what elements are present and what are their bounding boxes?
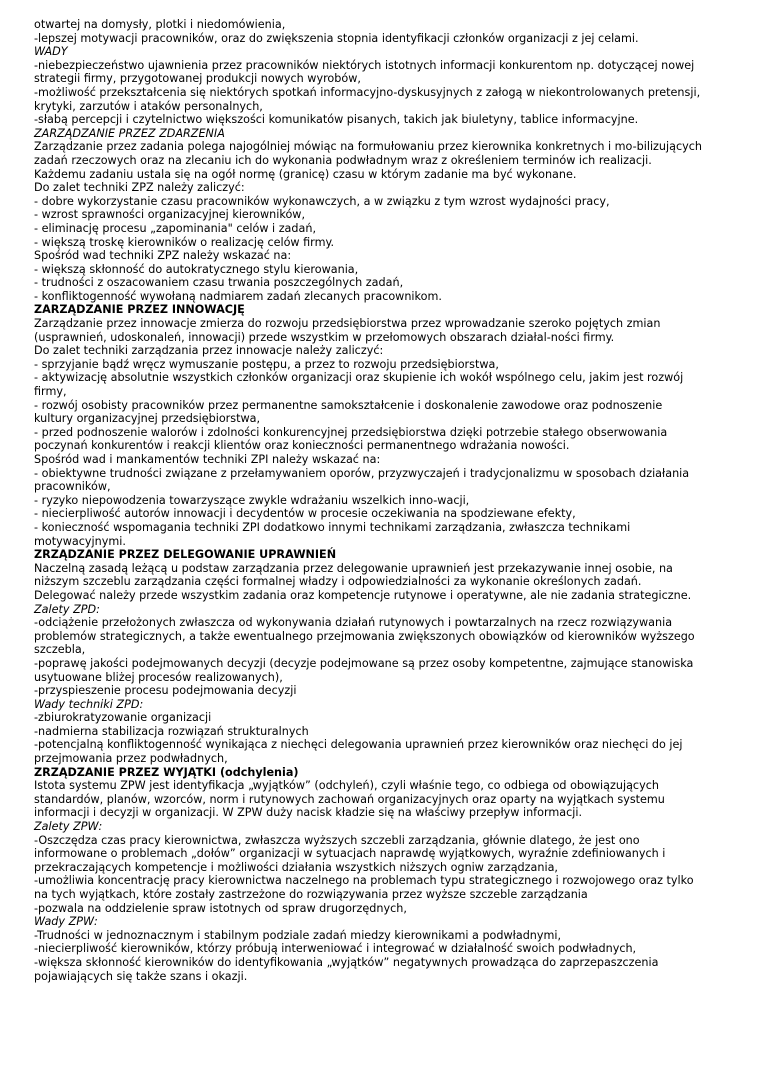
text-line: informowane o problemach „dołów” organizacji w sytuacjach naprawdę wyjątkowych, wyraźnie zdefiniowanych i (34, 847, 666, 861)
text-line: motywacyjnymi. (34, 534, 126, 548)
section-heading: ZRZĄDZANIE PRZEZ WYJĄTKI (odchylenia) (34, 765, 299, 779)
text-line: Istota systemu ZPW jest identyfikacja „wyjątków” (odchyleń), czyli właśnie tego, co odbiega od obowiązujących (34, 779, 659, 793)
text-line: szczebla, (34, 643, 86, 657)
text-line: przekraczających kompetencje i możliwości działania wszystkich niższych ogniw zarządzania, (34, 860, 558, 874)
subheading: Wady techniki ZPD: (34, 697, 144, 711)
text-line: - obiektywne trudności związane z przełamywaniem oporów, przyzwyczajeń i tradycjonalizmu w sposobach działania (34, 466, 690, 480)
text-line: poczynań konkurentów i reakcji klientów oraz konieczności permanentnego wdrażania nowości. (34, 439, 570, 453)
text-line: -niecierpliwość kierowników, którzy próbują interweniować i integrować w działalność swoich podwładnych, (34, 942, 637, 956)
text-line: otwartej na domysły, plotki i niedomówienia, (34, 18, 286, 31)
text-line: -Trudności w jednoznacznym i stabilnym podziale zadań miedzy kierownikami a podwładnymi, (34, 928, 562, 942)
text-line: - eliminację procesu „zapominania" celów i zadań, (34, 221, 317, 235)
text-line: standardów, planów, wzorców, norm i rutynowych zachowań organizacyjnych oraz oparty na wyjątkach systemu (34, 792, 665, 806)
text-line: pojawiających się także szans i okazji. (34, 969, 248, 983)
subheading: ZARZĄDZANIE PRZEZ ZDARZENIA (34, 126, 225, 140)
text-line: - wzrost sprawności organizacyjnej kierowników, (34, 208, 305, 222)
text-line: -przyspieszenie procesu podejmowania decyzji (34, 684, 297, 698)
text-line: problemów strategicznych, a także ewentualnego przejmowania zwiększonych obowiązków od kierowników wyższego (34, 629, 695, 643)
text-line: -możliwość przekształcenia się niektórych spotkań informacyjno-dyskusyjnych z załogą w niekontrolowanych pretensji, (34, 85, 701, 99)
text-line: -zbiurokratyzowanie organizacji (34, 711, 212, 725)
subheading: Wady ZPW: (34, 915, 98, 929)
text-line: - aktywizację absolutnie wszystkich członków organizacji oraz skupienie ich wokół wspólnego celu, jakim jest rozwój (34, 371, 684, 385)
text-line: - przed podnoszenie walorów i zdolności konkurencyjnej przedsiębiorstwa dzięki potrzebie stałego obserwowania (34, 425, 668, 439)
text-line: kultury organizacyjnej przedsiębiorstwa, (34, 412, 261, 426)
text-line: niższym szczeblu zarządzania części formalnej władzy i odpowiedzialności za wykonanie określonych zadań. (34, 575, 642, 589)
text-line: Naczelną zasadą leżącą u podstaw zarządzania przez delegowanie uprawnień jest przekazywanie innej osobie, na (34, 561, 673, 575)
text-line: Do zalet techniki ZPZ należy zaliczyć: (34, 181, 245, 195)
text-line: - większą skłonność do autokratycznego stylu kierowania, (34, 262, 359, 276)
text-line: -lepszej motywacji pracowników, oraz do zwiększenia stopnia identyfikacji członków organizacji z jej celami. (34, 31, 639, 45)
text-line: Delegować należy przede wszystkim zadania oraz kompetencje rutynowe i operatywne, ale nie zadania strategiczne. (34, 588, 692, 602)
text-line: -niebezpieczeństwo ujawnienia przez pracowników niektórych istotnych informacji konkurentom np. dotyczącej nowej (34, 58, 695, 72)
subheading: WADY (34, 45, 68, 59)
text-line: - konfliktogenność wywołaną nadmiarem zadań zlecanych pracownikom. (34, 289, 442, 303)
text-line: zadań rzeczowych oraz na zlecaniu ich do wykonania podwładnym wraz z określeniem terminów ich realizacji. (34, 153, 652, 167)
text-line: informacji i decyzji w organizacji. W ZPW duży nacisk kładzie się na właściwy przepływ informacji. (34, 806, 583, 820)
text-line: Każdemu zadaniu ustala się na ogół normę (granicę) czasu w którym zadanie ma być wykonane. (34, 167, 577, 181)
text-line: Spośród wad techniki ZPZ należy wskazać na: (34, 249, 292, 263)
text-line: - konieczność wspomagania techniki ZPI dodatkowo innymi technikami zarządzania, zwłaszcza technikami (34, 520, 631, 534)
text-line: -większa skłonność kierowników do identyfikowania „wyjątków” negatywnych prowadząca do zaprzepaszczenia (34, 955, 659, 969)
section-heading: ZRZĄDZANIE PRZEZ DELEGOWANIE UPRAWNIEŃ (34, 548, 337, 562)
text-line: Zarządzanie przez innowacje zmierza do rozwoju przedsiębiorstwa przez wprowadzanie szeroko pojętych zmian (34, 317, 661, 331)
text-line: -słabą percepcji i czytelnictwo większości komunikatów pisanych, takich jak biuletyny, tablice informacyjne. (34, 113, 639, 127)
text-line: -potencjalną konfliktogenność wynikająca z niechęci delegowania uprawnień przez kierowników oraz niechęci do jej (34, 738, 683, 752)
text-line: przejmowania przez podwładnych, (34, 752, 228, 766)
text-line: usytuowane bliżej procesów realizowanych), (34, 670, 283, 684)
text-line: pracowników, (34, 480, 111, 494)
text-line: krytyki, zarzutów i ataków personalnych, (34, 99, 263, 113)
subheading: Zalety ZPD: (34, 602, 100, 616)
text-line: - większą troskę kierowników o realizację celów firmy. (34, 235, 335, 249)
document-page (34, 18, 734, 983)
text-line: strategii firmy, przygotowanej produkcji nowych wyrobów, (34, 72, 361, 86)
text-line: - trudności z oszacowaniem czasu trwania poszczególnych zadań, (34, 276, 404, 290)
text-line: firmy, (34, 385, 67, 399)
text-line: - dobre wykorzystanie czasu pracowników wykonawczych, a w związku z tym wzrost wydajności pracy, (34, 194, 610, 208)
section-heading: ZARZĄDZANIE PRZEZ INNOWACJĘ (34, 303, 245, 317)
text-line: -nadmierna stabilizacja rozwiązań strukturalnych (34, 724, 309, 738)
subheading: Zalety ZPW: (34, 820, 103, 834)
text-line: - niecierpliwość autorów innowacji i decydentów w procesie oczekiwania na spodziewane efekty, (34, 507, 576, 521)
text-line: -umożliwia koncentrację pracy kierownictwa naczelnego na problemach typu strategicznego i rozwojowego oraz tylko (34, 874, 694, 888)
text-line: - rozwój osobisty pracowników przez permanentne samokształcenie i doskonalenie zawodowe oraz podnoszenie (34, 398, 663, 412)
text-line: (usprawnień, udoskonaleń, innowacji) przede wszystkim w przełomowych obszarach działal-ności firmy. (34, 330, 615, 344)
text-line: -pozwala na oddzielenie spraw istotnych od spraw drugorzędnych, (34, 901, 407, 915)
text-line: -Oszczędza czas pracy kierownictwa, zwłaszcza wyższych szczebli zarządzania, głównie dlatego, że jest ono (34, 833, 640, 847)
text-line: Do zalet techniki zarządzania przez innowacje należy zaliczyć: (34, 344, 384, 358)
text-line: -odciążenie przełożonych zwłaszcza od wykonywania działań rutynowych i powtarzalnych na rzecz rozwiązywania (34, 616, 673, 630)
text-line: Zarządzanie przez zadania polega najogólniej mówiąc na formułowaniu przez kierownika konkretnych i mo-bilizujących (34, 140, 702, 154)
text-line: -poprawę jakości podejmowanych decyzji (decyzje podejmowane są przez osoby kompetentne, zajmujące stanowiska (34, 656, 694, 670)
text-line: - sprzyjanie bądź wręcz wymuszanie postępu, a przez to rozwoju przedsiębiorstwa, (34, 357, 499, 371)
text-line: na tych wyjątkach, które zostały zastrzeżone do rozwiązywania przez wyższe szczeble zarządzania (34, 888, 588, 901)
text-line: Spośród wad i mankamentów techniki ZPI należy wskazać na: (34, 453, 381, 466)
text-line: - ryzyko niepowodzenia towarzyszące zwykle wdrażaniu wszelkich inno-wacji, (34, 493, 470, 507)
